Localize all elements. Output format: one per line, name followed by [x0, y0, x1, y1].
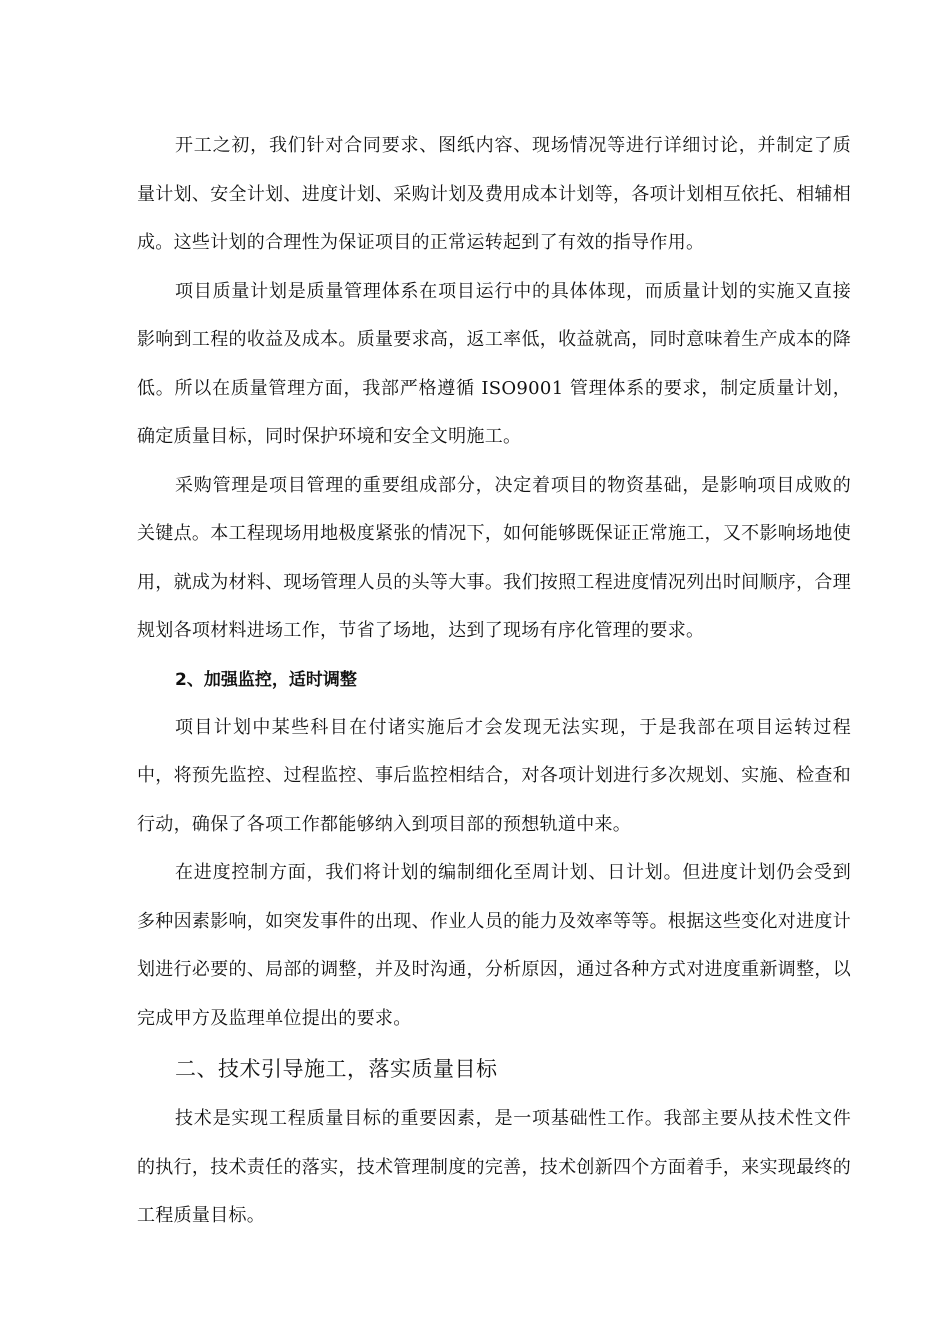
paragraph-procurement: 采购管理是项目管理的重要组成部分，决定着项目的物资基础，是影响项目成败的关键点。本工程现场用地极度紧张的情况下，如何能够既保证正常施工，又不影响场地使用，就成为材料、现场管理人员的头等大事。我们按照工程进度情况列出时间顺序，合理规划各项材料进场工作，节省了场地，达到了现场有序化管理的要求。 — [137, 474, 851, 641]
paragraph-technology: 技术是实现工程质量目标的重要因素，是一项基础性工作。我部主要从技术性文件的执行，技术责任的落实，技术管理制度的完善，技术创新四个方面着手，来实现最终的工程质量目标。 — [137, 1108, 851, 1226]
section-heading-technology: 二、技术引导施工，落实质量目标 — [175, 1057, 498, 1081]
document-body — [137, 122, 851, 1241]
paragraph-monitoring: 项目计划中某些科目在付诸实施后才会发现无法实现，于是我部在项目运转过程中，将预先监控、过程监控、事后监控相结合，对各项计划进行多次规划、实施、检查和行动，确保了各项工作都能够纳入到项目部的预想轨道中来。 — [137, 716, 851, 835]
paragraph-planning-intro: 开工之初，我们针对合同要求、图纸内容、现场情况等进行详细讨论，并制定了质量计划、安全计划、进度计划、采购计划及费用成本计划等，各项计划相互依托、相辅相成。这些计划的合理性为保证项目的正常运转起到了有效的指导作用。 — [137, 135, 851, 253]
paragraph-schedule-control: 在进度控制方面，我们将计划的编制细化至周计划、日计划。但进度计划仍会受到多种因素影响，如突发事件的出现、作业人员的能力及效率等等。根据这些变化对进度计划进行必要的、局部的调整，并及时沟通，分析原因，通过各种方式对进度重新调整，以完成甲方及监理单位提出的要求。 — [137, 862, 851, 1029]
paragraph-quality-plan: 项目质量计划是质量管理体系在项目运行中的具体体现，而质量计划的实施又直接影响到工程的收益及成本。质量要求高，返工率低，收益就高，同时意味着生产成本的降低。所以在质量管理方面，我部严格遵循 ISO9001 管理体系的要求，制定质量计划，确定质量目标，同时保护环境和安全文明施工。 — [137, 280, 851, 447]
subheading-monitoring: 2、加强监控，适时调整 — [175, 669, 357, 690]
